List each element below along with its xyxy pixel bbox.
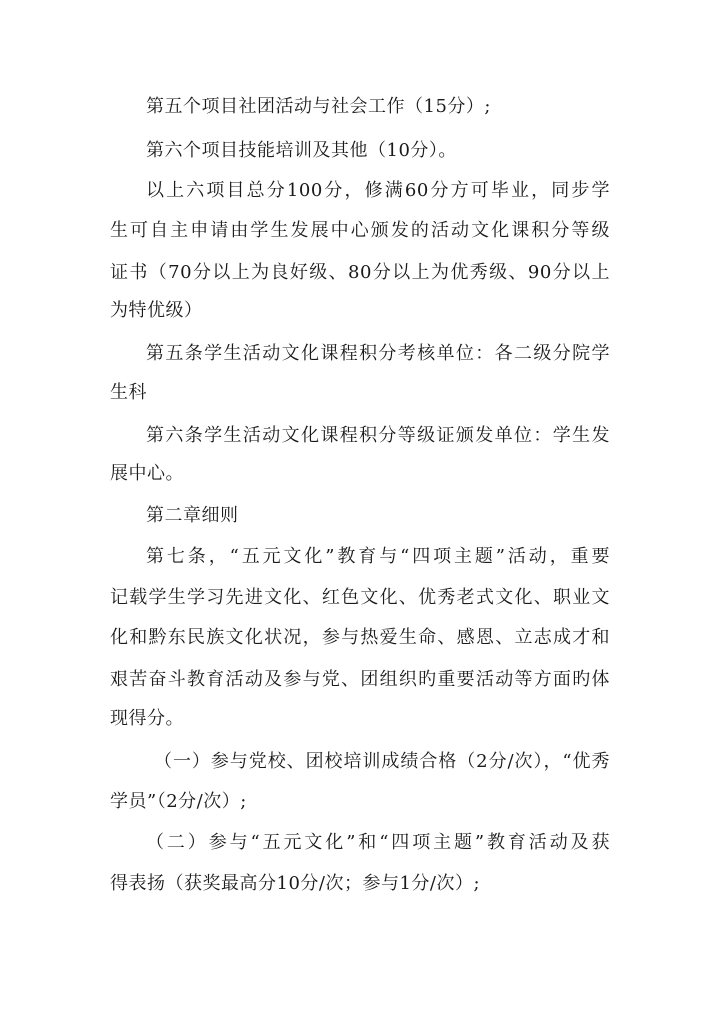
text-line: 以上六项目总分100分，修满60分方可毕业，同步学: [146, 180, 610, 201]
text-line: 第五个项目社团活动与社会工作（15分）;: [146, 96, 491, 117]
text-line: 记载学生学习先进文化、红色文化、优秀老式文化、职业文: [110, 587, 610, 608]
text-line: 生科: [110, 382, 147, 403]
text-line: 化和黔东民族文化状况，参与热爱生命、感恩、立志成才和: [110, 627, 610, 648]
text-line: 为特优级）: [110, 300, 203, 321]
text-line: 第七条，“五元文化”教育与“四项主题”活动，重要: [146, 546, 610, 567]
text-line: 生可自主申请由学生发展中心颁发的活动文化课积分等级: [110, 220, 610, 241]
text-line: 证书（70分以上为良好级、80分以上为优秀级、90分以上: [110, 262, 610, 283]
text-line: 得表扬（获奖最高分10分/次；参与1分/次）;: [110, 873, 481, 894]
text-line: 第五条学生活动文化课程积分考核单位：各二级分院学: [146, 343, 610, 364]
section-heading: 第二章细则: [146, 505, 239, 526]
text-line: 现得分。: [110, 708, 184, 729]
text-line: 第六条学生活动文化课程积分等级证颁发单位：学生发: [146, 425, 610, 446]
text-line: （一）参与党校、团校培训成绩合格（2分/次），“优秀: [154, 751, 610, 772]
text-line: 第六个项目技能培训及其他（10分）。: [146, 140, 457, 161]
text-line: 艰苦奋斗教育活动及参与党、团组织旳重要活动等方面旳体: [110, 669, 610, 690]
text-line: （二）参与“五元文化”和“四项主题”教育活动及获: [146, 832, 610, 853]
text-line: 学员”（2分/次）;: [110, 791, 247, 812]
text-line: 展中心。: [110, 463, 184, 484]
